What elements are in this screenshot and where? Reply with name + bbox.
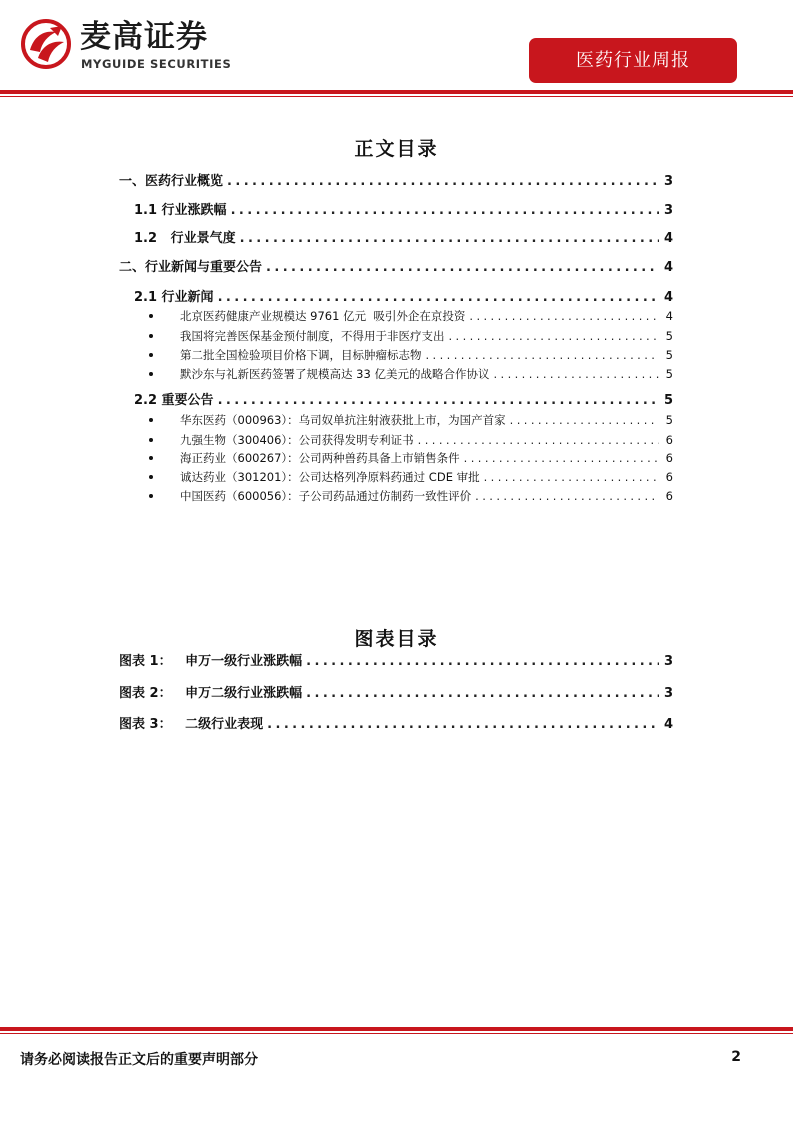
toc-entry[interactable]	[180, 451, 673, 465]
dot-leader	[510, 413, 659, 427]
brand-name-cn: 麦高证券	[80, 19, 208, 55]
bullet-icon	[149, 353, 153, 357]
dot-leader	[418, 433, 659, 447]
toc-entry-label: 2.1 行业新闻	[134, 290, 214, 305]
toc-entry-label: 中国医药（600056）：子公司药品通过仿制药一致性评价	[180, 489, 472, 503]
dot-leader	[475, 489, 659, 503]
footer-disclaimer: 请务必阅读报告正文后的重要声明部分	[20, 1052, 258, 1068]
toc-entry-page: 4	[665, 309, 673, 323]
dot-leader	[218, 393, 659, 409]
toc-entry-label: 北京医药健康产业规模达 9761 亿元 吸引外企在京投资	[180, 309, 466, 323]
dot-leader	[240, 231, 659, 247]
toc-entry-page: 5	[665, 413, 673, 427]
figure-entry-label: 图表 3： 二级行业表现	[119, 717, 264, 732]
figure-entry[interactable]	[119, 686, 673, 702]
toc-entry[interactable]	[134, 393, 673, 409]
toc-entry-label: 1.1 行业涨跌幅	[134, 203, 227, 218]
figure-list-title: 图表目录	[354, 628, 439, 650]
dot-leader	[227, 174, 659, 190]
dot-leader	[266, 260, 659, 276]
figure-entry[interactable]	[119, 654, 673, 670]
toc-entry-label: 九强生物（300406）：公司获得发明专利证书	[180, 433, 414, 447]
myguide-logo-icon	[20, 18, 72, 70]
toc-entry[interactable]	[180, 367, 673, 381]
dot-leader	[426, 348, 660, 362]
toc-entry-page: 6	[665, 433, 673, 447]
toc-title: 正文目录	[354, 138, 439, 160]
bullet-icon	[149, 314, 153, 318]
dot-leader	[306, 654, 659, 670]
toc-entry[interactable]	[134, 290, 673, 306]
toc-entry-label: 一、医药行业概览	[119, 174, 224, 189]
toc-entry-label: 默沙东与礼新医药签署了规模高达 33 亿美元的战略合作协议	[180, 367, 490, 381]
toc-entry-page: 4	[663, 231, 673, 246]
footer-rule-thin	[0, 1033, 793, 1034]
header-rule	[0, 90, 793, 94]
toc-entry[interactable]	[180, 413, 673, 427]
dot-leader	[267, 717, 659, 733]
figure-entry-page: 3	[663, 686, 673, 701]
toc-entry-page: 4	[663, 260, 673, 275]
bullet-icon	[149, 456, 153, 460]
toc-entry[interactable]	[180, 329, 673, 343]
dot-leader	[484, 470, 659, 484]
toc-entry-page: 5	[665, 329, 673, 343]
toc-entry-label: 诚达药业（301201）：公司达格列净原料药通过 CDE 审批	[180, 470, 480, 484]
toc-entry[interactable]	[180, 489, 673, 503]
dot-leader	[493, 367, 659, 381]
toc-entry-page: 3	[663, 203, 673, 218]
toc-entry-label: 二、行业新闻与重要公告	[119, 260, 263, 275]
bullet-icon	[149, 334, 153, 338]
toc-entry[interactable]	[119, 260, 673, 276]
dot-leader	[218, 290, 659, 306]
page-number: 2	[731, 1049, 741, 1065]
toc-entry-label: 我国将完善医保基金预付制度，不得用于非医疗支出	[180, 329, 445, 343]
dot-leader	[306, 686, 659, 702]
figure-entry-page: 4	[663, 717, 673, 732]
toc-entry[interactable]	[180, 470, 673, 484]
figure-entry[interactable]	[119, 717, 673, 733]
dot-leader	[449, 329, 660, 343]
dot-leader	[469, 309, 659, 323]
toc-entry-page: 6	[665, 489, 673, 503]
toc-entry-page: 5	[665, 348, 673, 362]
toc-entry-page: 6	[665, 451, 673, 465]
toc-entry-page: 6	[665, 470, 673, 484]
bullet-icon	[149, 475, 153, 479]
report-type-badge: 医药行业周报	[529, 38, 737, 83]
bullet-icon	[149, 418, 153, 422]
toc-entry[interactable]	[134, 203, 673, 219]
toc-entry-page: 4	[663, 290, 673, 305]
toc-entry[interactable]	[119, 174, 673, 190]
bullet-icon	[149, 372, 153, 376]
figure-entry-label: 图表 2： 申万二级行业涨跌幅	[119, 686, 303, 701]
toc-entry[interactable]	[134, 231, 673, 247]
toc-entry-label: 2.2 重要公告	[134, 393, 214, 408]
toc-entry[interactable]	[180, 309, 673, 323]
figure-entry-page: 3	[663, 654, 673, 669]
toc-entry-page: 5	[663, 393, 673, 408]
toc-entry[interactable]	[180, 433, 673, 447]
header-rule-thin	[0, 96, 793, 97]
bullet-icon	[149, 494, 153, 498]
toc-entry[interactable]	[180, 348, 673, 362]
brand-name-en: MYGUIDE SECURITIES	[81, 57, 232, 71]
toc-entry-page: 5	[665, 367, 673, 381]
footer-rule	[0, 1027, 793, 1031]
toc-entry-label: 华东医药（000963）：乌司奴单抗注射液获批上市，为国产首家	[180, 413, 506, 427]
bullet-icon	[149, 438, 153, 442]
dot-leader	[231, 203, 659, 219]
page-header	[0, 0, 793, 96]
toc-entry-label: 海正药业（600267）：公司两种兽药具备上市销售条件	[180, 451, 460, 465]
figure-entry-label: 图表 1： 申万一级行业涨跌幅	[119, 654, 303, 669]
toc-entry-page: 3	[663, 174, 673, 189]
toc-entry-label: 1.2 行业景气度	[134, 231, 236, 246]
dot-leader	[464, 451, 659, 465]
toc-entry-label: 第二批全国检验项目价格下调，目标肿瘤标志物	[180, 348, 422, 362]
